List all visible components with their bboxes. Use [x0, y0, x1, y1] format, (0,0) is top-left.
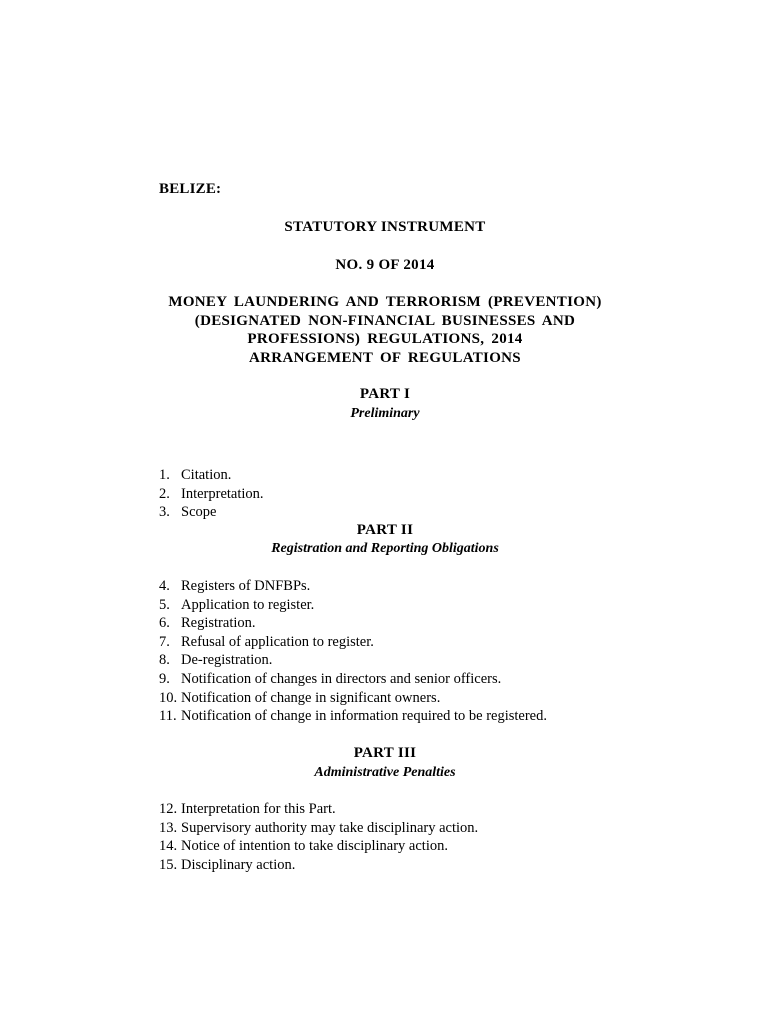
item-number: 13. — [159, 819, 178, 836]
item-text: Application to register. — [181, 596, 315, 613]
item-text: Supervisory authority may take disciplinary action. — [181, 819, 479, 836]
title-line: ARRANGEMENT OF REGULATIONS — [249, 349, 521, 366]
list-item — [159, 633, 547, 652]
title-line: PROFESSIONS) REGULATIONS, 2014 — [247, 331, 523, 347]
item-text: Notification of changes in directors and senior officers. — [181, 670, 502, 687]
list-item — [159, 670, 547, 689]
item-number: 14. — [159, 838, 178, 855]
instrument-heading: STATUTORY INSTRUMENT — [284, 219, 486, 235]
regulations-title — [0, 293, 770, 367]
item-number: 3. — [159, 504, 170, 521]
list-item — [159, 856, 478, 875]
item-text: Notification of change in significant owners. — [181, 689, 441, 706]
part-subheading: Administrative Penalties — [314, 765, 456, 780]
item-number: 9. — [159, 670, 170, 687]
item-text: Interpretation for this Part. — [181, 801, 336, 817]
list-item — [159, 485, 264, 504]
item-number: 8. — [159, 652, 170, 669]
list-item — [159, 577, 547, 596]
item-text: Notice of intention to take disciplinary action. — [181, 838, 448, 855]
item-number: 11. — [159, 708, 177, 725]
list-item — [159, 800, 478, 819]
part-subheading: Registration and Reporting Obligations — [271, 541, 499, 556]
item-number: 15. — [159, 856, 178, 873]
item-text: Interpretation. — [181, 485, 264, 502]
list-item — [159, 614, 547, 633]
list-item — [159, 503, 264, 522]
title-line: MONEY LAUNDERING AND TERRORISM (PREVENTION) — [168, 294, 602, 310]
title-line: (DESIGNATED NON-FINANCIAL BUSINESSES AND — [194, 312, 576, 329]
list-item — [159, 596, 547, 615]
item-text: Scope — [181, 504, 217, 521]
instrument-number: NO. 9 OF 2014 — [335, 257, 435, 273]
item-text: Registers of DNFBPs. — [181, 578, 311, 594]
item-number: 6. — [159, 615, 170, 632]
regulation-list — [159, 577, 547, 726]
list-item — [159, 707, 547, 726]
part-heading: PART II — [356, 522, 414, 538]
item-number: 1. — [159, 467, 170, 483]
list-item — [159, 466, 264, 485]
item-text: De-registration. — [181, 652, 273, 669]
list-item — [159, 689, 547, 708]
item-text: Citation. — [181, 467, 232, 483]
part-heading: PART I — [359, 386, 411, 402]
item-text: Disciplinary action. — [181, 856, 296, 873]
country-heading: BELIZE: — [159, 181, 222, 197]
item-text: Notification of change in information required to be registered. — [181, 708, 547, 725]
list-item — [159, 651, 547, 670]
item-number: 2. — [159, 485, 170, 502]
item-number: 4. — [159, 578, 170, 594]
regulation-list — [159, 466, 264, 522]
item-text: Refusal of application to register. — [181, 633, 374, 650]
item-number: 5. — [159, 596, 170, 613]
item-text: Registration. — [181, 615, 256, 632]
item-number: 7. — [159, 633, 170, 650]
list-item — [159, 819, 478, 838]
part-subheading: Preliminary — [350, 406, 420, 421]
part-heading: PART III — [353, 745, 417, 761]
regulation-list — [159, 800, 478, 874]
list-item — [159, 837, 478, 856]
item-number: 12. — [159, 801, 178, 817]
item-number: 10. — [159, 689, 178, 706]
